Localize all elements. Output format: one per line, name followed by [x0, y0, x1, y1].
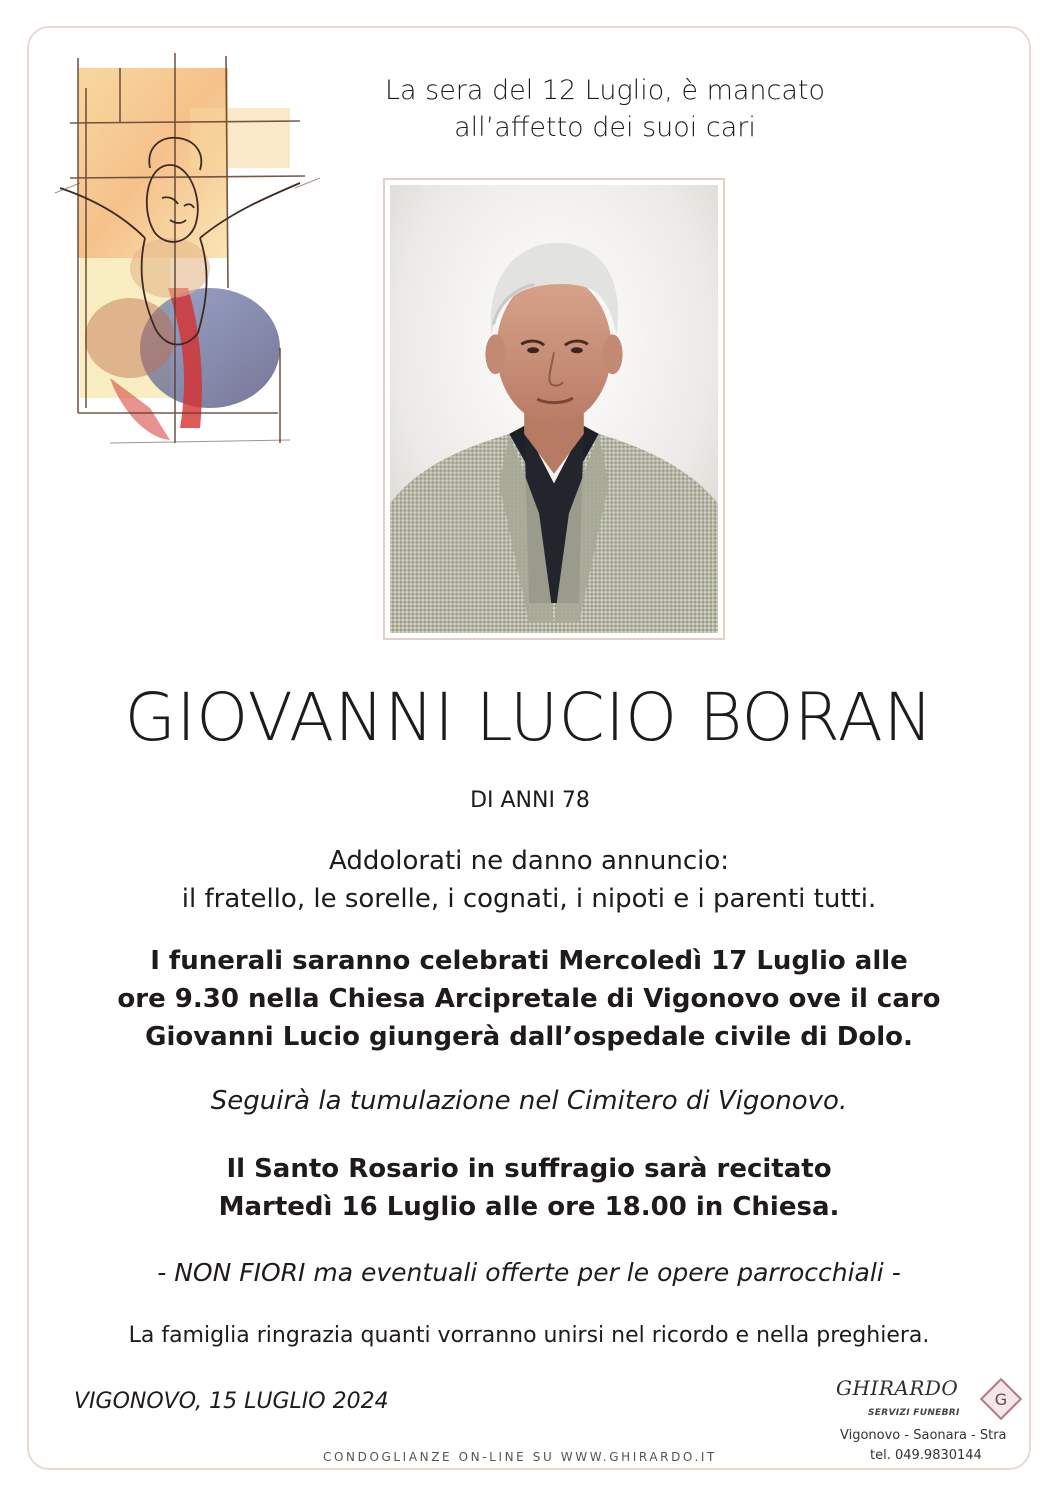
portrait-photo	[390, 185, 718, 633]
crucifix-artwork	[50, 48, 325, 448]
intro-line-2: all’affetto dei suoi cari	[454, 112, 756, 143]
funeral-home-subtitle: SERVIZI FUNEBRI	[868, 1408, 960, 1418]
rosary-line-1: Il Santo Rosario in suffragio sarà recitato	[226, 1154, 832, 1184]
announcement-line-1: Addolorati ne danno annuncio:	[328, 846, 730, 876]
funeral-home-places: Vigonovo - Saonara - Stra	[840, 1428, 1007, 1443]
place-date: VIGONOVO, 15 LUGLIO 2024	[74, 1389, 389, 1414]
funeral-home-emblem-icon	[978, 1376, 1024, 1422]
deceased-name: GIOVANNI LUCIO BORAN	[124, 679, 934, 756]
condolences-link[interactable]: CONDOGLIANZE ON-LINE SU WWW.GHIRARDO.IT	[323, 1450, 717, 1464]
funeral-line-3: Giovanni Lucio giungerà dall’ospedale civile di Dolo.	[145, 1022, 913, 1052]
funeral-details	[60, 942, 998, 1056]
deceased-age: DI ANNI 78	[470, 788, 590, 813]
no-flowers-note: - NON FIORI ma eventuali offerte per le opere parrocchiali -	[157, 1258, 901, 1287]
intro-text	[330, 72, 880, 146]
announcement-line-2: il fratello, le sorelle, i cognati, i nipoti e i parenti tutti.	[181, 884, 877, 914]
funeral-line-2: ore 9.30 nella Chiesa Arcipretale di Vigonovo ove il caro	[117, 984, 941, 1014]
portrait-frame	[383, 178, 725, 640]
emblem-letter: G	[994, 1390, 1008, 1409]
intro-line-1: La sera del 12 Luglio, è mancato	[384, 75, 826, 106]
funeral-home-logo	[830, 1374, 1030, 1470]
funeral-line-1: I funerali saranno celebrati Mercoledì 17 Luglio alle	[150, 946, 908, 976]
rosary-line-2: Martedì 16 Luglio alle ore 18.00 in Chiesa.	[218, 1192, 840, 1222]
funeral-home-name: GHIRARDO	[836, 1376, 959, 1400]
rosary-details	[80, 1150, 978, 1226]
burial-note: Seguirà la tumulazione nel Cimitero di Vigonovo.	[210, 1086, 848, 1116]
family-announcement	[80, 842, 978, 918]
thanks-note: La famiglia ringrazia quanti vorranno unirsi nel ricordo e nella preghiera.	[128, 1323, 930, 1348]
funeral-home-phone: tel. 049.9830144	[870, 1448, 982, 1463]
